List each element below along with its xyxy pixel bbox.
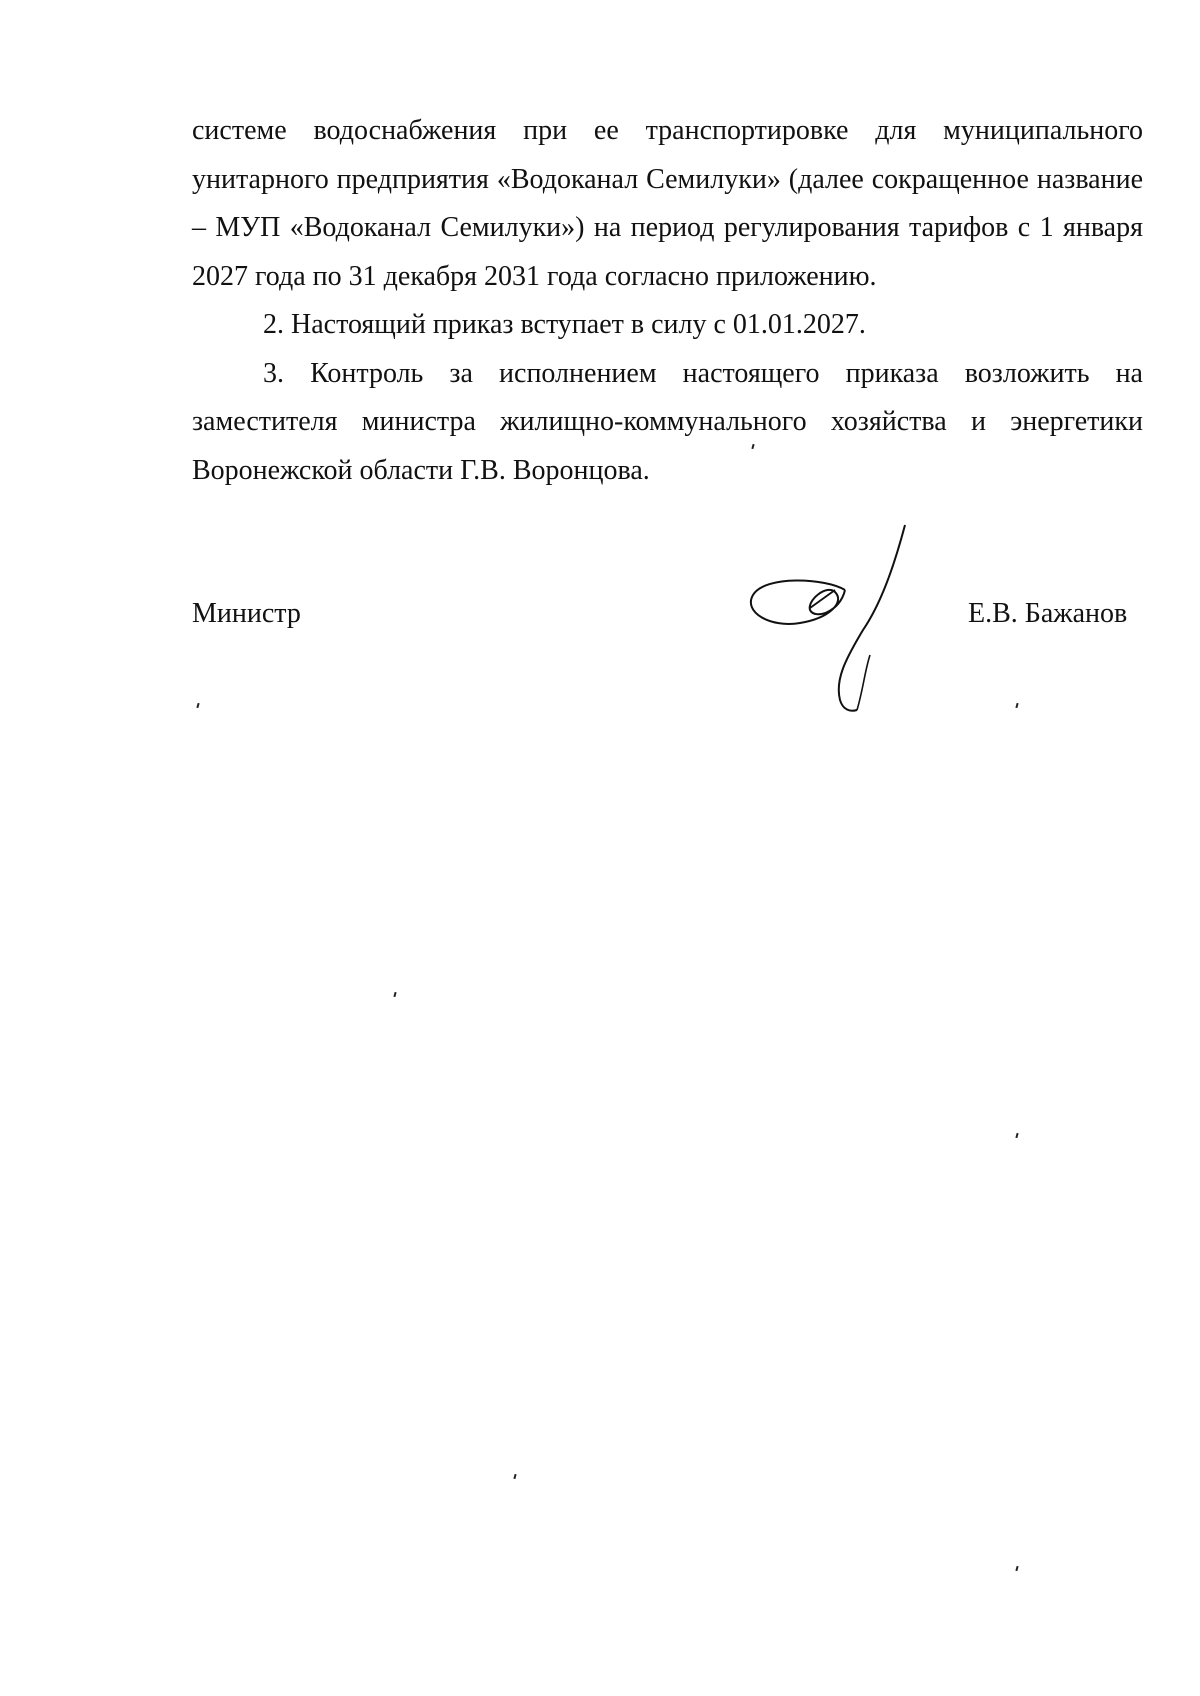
document-body <box>192 107 1143 495</box>
scan-speck <box>393 992 396 997</box>
handwritten-signature <box>745 520 920 715</box>
scan-speck <box>1015 703 1018 708</box>
scan-speck <box>513 1474 516 1479</box>
paragraph-continuation: системе водоснабжения при ее транспортировке для муниципального унитарного предприятия «Водоканал Семилуки» (далее сокращенное название – МУП «Водоканал Семилуки») на период регулирования тарифов с 1 января 2027 года по 31 декабря 2031 года согласно приложению. <box>192 115 1143 292</box>
signatory-name: Е.В. Бажанов <box>968 598 1128 629</box>
paragraph-control: 3. Контроль за исполнением настоящего приказа возложить на заместителя министра жилищно-коммунального хозяйства и энергетики Воронежской области Г.В. Воронцова. <box>192 357 1143 486</box>
scan-speck <box>1015 1566 1018 1571</box>
scan-speck <box>1015 1133 1018 1138</box>
paragraph-effective-date: 2. Настоящий приказ вступает в силу с 01.01.2027. <box>263 309 866 340</box>
scan-speck <box>196 703 199 708</box>
signatory-role: Министр <box>192 598 301 629</box>
